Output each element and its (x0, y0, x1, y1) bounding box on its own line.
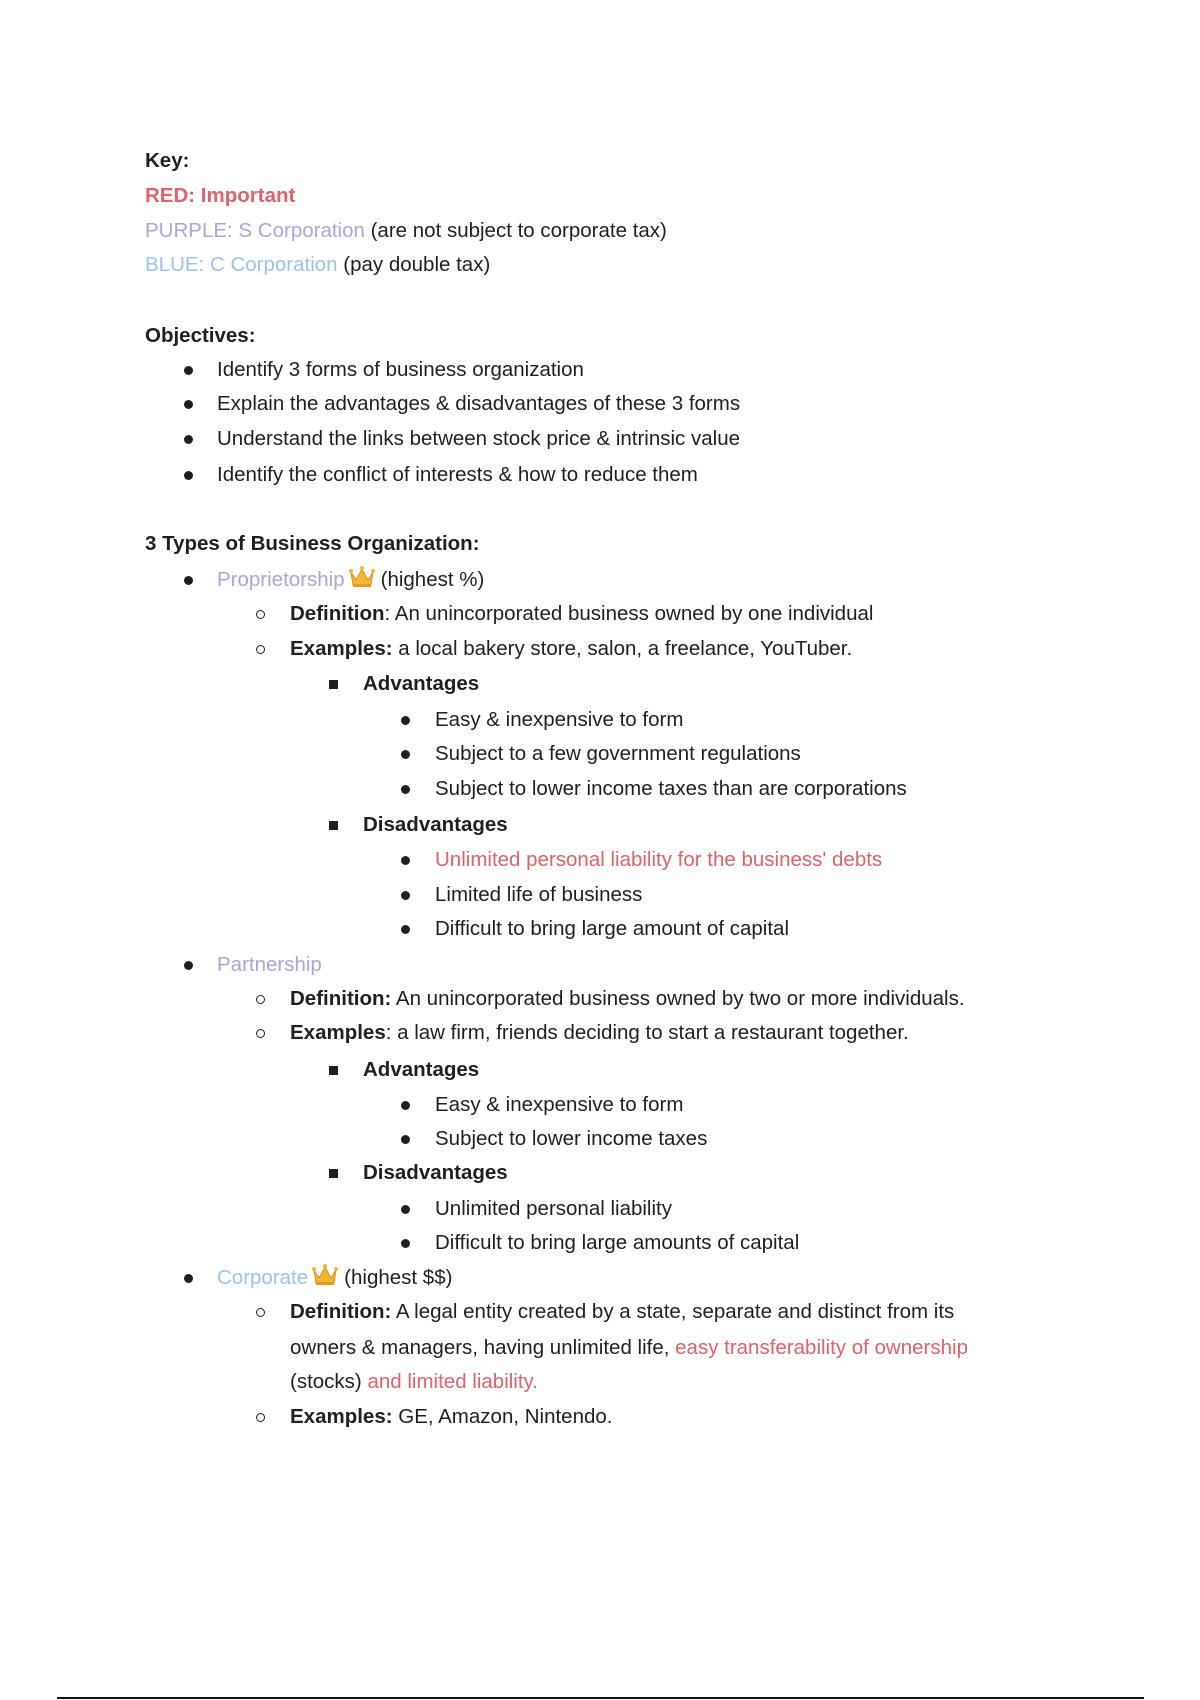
objectives-heading: Objectives: (145, 324, 256, 347)
bullet-circle-icon (256, 1029, 265, 1038)
key-blue-line (145, 250, 490, 280)
corporate-note: (highest $$) (344, 1266, 453, 1289)
bullet-dot-icon (401, 1205, 410, 1214)
bullet-square-icon (329, 1169, 338, 1178)
definition-text: owners & managers, having unlimited life, (290, 1336, 676, 1359)
key-purple-note: (are not subject to corporate tax) (370, 219, 667, 242)
bullet-dot-icon (401, 1101, 410, 1110)
examples-text: a local bakery store, salon, a freelance, YouTuber. (392, 637, 853, 660)
bullet-dot-icon (401, 716, 410, 725)
crown-icon (349, 565, 375, 598)
proprietorship-name: Proprietorship (217, 568, 345, 591)
advantage-item: Easy & inexpensive to form (435, 708, 684, 731)
advantage-item: Easy & inexpensive to form (435, 1093, 684, 1116)
bullet-dot-icon (401, 925, 410, 934)
proprietorship-examples (290, 634, 852, 664)
bullet-square-icon (329, 1066, 338, 1075)
bullet-dot-icon (401, 1239, 410, 1248)
bullet-circle-icon (256, 645, 265, 654)
bullet-dot-icon (401, 750, 410, 759)
advantage-item: Subject to a few government regulations (435, 742, 801, 765)
disadvantages-label: Disadvantages (363, 1161, 508, 1184)
definition-text: An unincorporated business owned by two or more individuals. (391, 987, 965, 1010)
proprietorship-note: (highest %) (380, 568, 485, 591)
objective-item: Identify the conflict of interests & how to reduce them (217, 463, 698, 486)
examples-label: Examples: (290, 637, 393, 660)
bullet-circle-icon (256, 995, 265, 1004)
bullet-dot-icon (401, 856, 410, 865)
footer-divider (57, 1697, 1144, 1699)
disadvantage-item: Difficult to bring large amounts of capital (435, 1231, 800, 1254)
proprietorship-definition (290, 599, 873, 629)
examples-text: : a law firm, friends deciding to start a restaurant together. (385, 1021, 909, 1044)
bullet-square-icon (329, 680, 338, 689)
bullet-square-icon (329, 821, 338, 830)
definition-label: Definition (290, 602, 385, 625)
advantages-label: Advantages (363, 672, 480, 695)
examples-text: GE, Amazon, Nintendo. (392, 1405, 613, 1428)
disadvantage-item: Unlimited personal liability (435, 1197, 672, 1220)
disadvantages-label: Disadvantages (363, 813, 508, 836)
key-purple-line (145, 216, 667, 246)
bullet-dot-icon (184, 366, 193, 375)
bullet-dot-icon (184, 576, 193, 585)
advantages-label: Advantages (363, 1058, 480, 1081)
disadvantage-item-important: Unlimited personal liability for the business' debts (435, 848, 883, 871)
partnership-definition (290, 984, 965, 1014)
corporate-definition-line2 (290, 1333, 968, 1363)
bullet-circle-icon (256, 610, 265, 619)
definition-text: : An unincorporated business owned by one individual (384, 602, 874, 625)
partnership-examples (290, 1018, 909, 1048)
corporate-definition-line3 (290, 1367, 538, 1397)
key-heading: Key: (145, 149, 190, 172)
definition-label: Definition: (290, 1300, 392, 1323)
proprietorship-title (217, 565, 484, 598)
bullet-dot-icon (184, 471, 193, 480)
bullet-dot-icon (401, 891, 410, 900)
bullet-circle-icon (256, 1413, 265, 1422)
bullet-dot-icon (184, 961, 193, 970)
disadvantage-item: Difficult to bring large amount of capital (435, 917, 790, 940)
definition-important: easy transferability of ownership (675, 1336, 968, 1359)
examples-label: Examples: (290, 1405, 393, 1428)
corporate-title (217, 1263, 452, 1296)
corporate-examples (290, 1402, 613, 1432)
corporate-definition-line1 (290, 1297, 954, 1327)
bullet-dot-icon (184, 1274, 193, 1283)
objective-item: Identify 3 forms of business organization (217, 358, 584, 381)
bullet-dot-icon (184, 400, 193, 409)
corporate-name: Corporate (217, 1266, 309, 1289)
definition-important: and limited liability. (367, 1370, 538, 1393)
examples-label: Examples (290, 1021, 386, 1044)
advantage-item: Subject to lower income taxes (435, 1127, 708, 1150)
disadvantage-item: Limited life of business (435, 883, 643, 906)
key-blue: BLUE: C Corporation (145, 253, 338, 276)
definition-label: Definition: (290, 987, 392, 1010)
advantage-item: Subject to lower income taxes than are corporations (435, 777, 907, 800)
bullet-dot-icon (401, 1135, 410, 1144)
types-heading: 3 Types of Business Organization: (145, 532, 480, 555)
objective-item: Explain the advantages & disadvantages of these 3 forms (217, 392, 741, 415)
key-red: RED: Important (145, 184, 296, 207)
objective-item: Understand the links between stock price & intrinsic value (217, 427, 741, 450)
key-blue-note: (pay double tax) (343, 253, 491, 276)
key-purple: PURPLE: S Corporation (145, 219, 365, 242)
bullet-dot-icon (401, 785, 410, 794)
bullet-dot-icon (184, 435, 193, 444)
partnership-name: Partnership (217, 953, 322, 976)
bullet-circle-icon (256, 1308, 265, 1317)
crown-icon (312, 1263, 338, 1296)
definition-text: (stocks) (290, 1370, 368, 1393)
definition-text: A legal entity created by a state, separate and distinct from its (391, 1300, 955, 1323)
